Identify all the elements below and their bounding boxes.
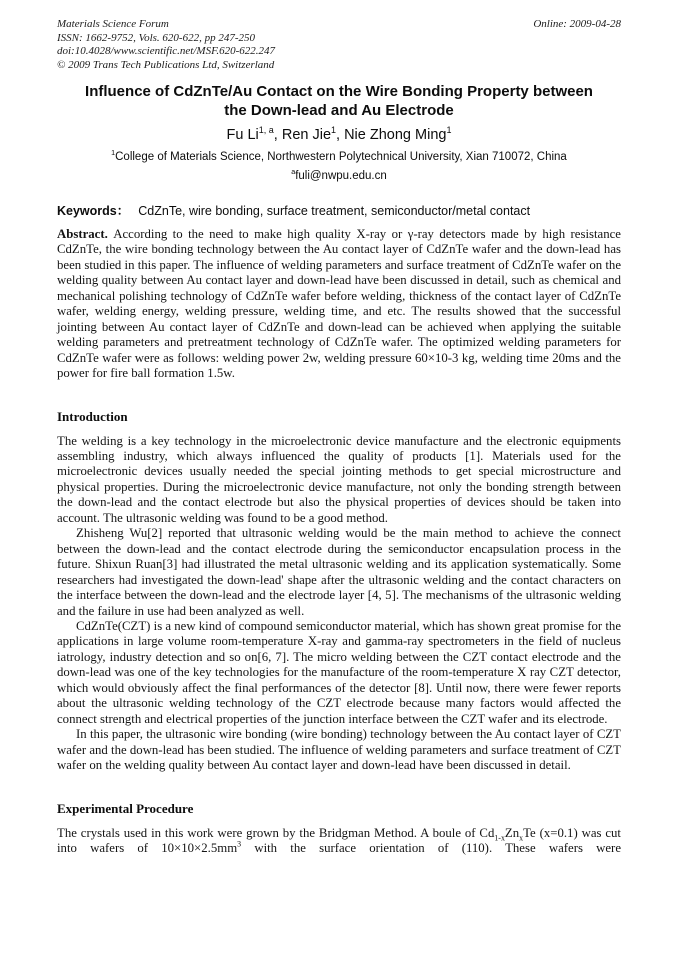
author-3-affil-mark: 1: [446, 125, 452, 136]
affiliation-text: College of Materials Science, Northwestern Polytechnical University, Xian 710072, China: [115, 151, 567, 163]
introduction-paragraph-3: CdZnTe(CZT) is a new kind of compound semiconductor material, which has shown great promise for the applications in large volume room-temperature X-ray and gamma-ray spectrometers in the field of nucleus iatrology, industry detection and so on[6, 7]. The micro welding between the CZT contact electrode and the down-lead was one of the key technologies for the manufacture of the room-temperature X ray CZT detector, which would obviously affect the final performances of the detector [8]. Until now, there were fewer reports about the ultrasonic welding technology of the CZT electrode because many factors would affected the connect strength and electrical properties of the junction interface between the CZT wafer and its electrode.: [57, 618, 621, 726]
affiliation: [57, 151, 621, 163]
experimental-text-3: Te (x=0.1) was cut into wafers of 10×10×2.5mm: [57, 825, 621, 855]
author-1-affil-mark: 1, a: [258, 125, 274, 136]
author-2-affil-mark: 1: [331, 125, 337, 136]
keywords-text: CdZnTe, wire bonding, surface treatment, semiconductor/metal contact: [138, 204, 531, 218]
journal-header: [57, 18, 621, 72]
introduction-paragraph-4: In this paper, the ultrasonic wire bonding (wire bonding) technology between the Au contact layer of CZT wafer and the down-lead has been studied. The influence of welding parameters and surface treatment of CZT wafer on the welding quality between Au contact layer and down-lead have been discussed in detail.: [57, 727, 621, 773]
issn-line: ISSN: 1662-9752, Vols. 620-622, pp 247-250: [57, 31, 255, 44]
online-date: Online: 2009-04-28: [533, 18, 621, 30]
formula-superscript-1: 3: [237, 839, 242, 849]
experimental-text-4: with the surface orientation of (110). These wafers were: [241, 840, 621, 855]
email-mark: a: [291, 168, 296, 177]
abstract-label: Abstract.: [57, 227, 114, 241]
paper-title-line2: the Down-lead and Au Electrode: [224, 101, 454, 119]
formula-subscript-1: 1-x: [494, 833, 505, 843]
experimental-text-2: Zn: [504, 825, 520, 840]
author-list: [57, 127, 621, 143]
experimental-paragraph-1: [57, 826, 621, 857]
author-name-1: Fu Li: [226, 127, 259, 143]
experimental-text-1: The crystals used in this work were grown by the Bridgman Method. A boule of Cd: [57, 825, 495, 840]
keywords-label: Keywords：: [57, 204, 130, 218]
author-name-3: , Nie Zhong Ming: [336, 127, 447, 143]
section-heading-experimental: Experimental Procedure: [57, 800, 194, 816]
abstract-text: According to the need to make high quality X-ray or γ-ray detectors made by high resistance CdZnTe, the wire bonding technology between the Au contact layer of CdZnTe wafer and the down-lead has been studied in this paper. The influence of welding parameters and surface treatment of CdZnTe wafer on the welding quality between Au contact layer and down-lead have been discussed in detail, such as chemical and mechanical polishing technology of CdZnTe wafer before welding, thickness of the contact layer of CdZnTe wafer, welding energy, welding pressure, welding time, and etc. The results showed that the successful jointing between Au contact layer of CdZnTe and down-lead can be achieved when applying the suitable welding parameters and pretreatment technology of CdZnTe wafer. The optimized welding parameters for CdZnTe wafer were as follows: welding power 2w, welding pressure 60×10-3 kg, welding time 20ms and the power for fire ball formation 1.5w.: [57, 227, 621, 381]
author-email: [57, 170, 621, 182]
section-heading-introduction: Introduction: [57, 408, 128, 424]
introduction-paragraph-2: Zhisheng Wu[2] reported that ultrasonic welding would be the main method to achieve the connect between the down-lead and the contact electrode during the semiconductor encapsulation process in the future. Shixun Ruan[3] had illustrated the metal ultrasonic welding and its application systematically. Some researchers had investigated the down-lead' shape after the ultrasonic welding and the contact characters on the interface between the down-lead and the electrode layer [4, 5]. The mechanisms of the ultrasonic welding and the failure in use had been analyzed as well.: [57, 526, 621, 618]
formula-subscript-2: x: [519, 833, 524, 843]
journal-name: Materials Science Forum: [57, 18, 169, 30]
affiliation-mark: 1: [111, 149, 116, 158]
copyright-line: © 2009 Trans Tech Publications Ltd, Switzerland: [57, 58, 275, 71]
paper-title-line1: Influence of CdZnTe/Au Contact on the Wire Bonding Property between: [85, 83, 593, 100]
abstract-paragraph: [57, 227, 621, 382]
author-name-2: , Ren Jie: [273, 127, 332, 143]
paper-title: [57, 83, 621, 120]
email-text: fuli@nwpu.edu.cn: [295, 170, 387, 182]
journal-header-row: [57, 18, 621, 32]
doi-line: doi:10.4028/www.scientific.net/MSF.620-622.247: [57, 45, 276, 57]
keywords-line: [57, 201, 621, 219]
introduction-paragraph-1: The welding is a key technology in the microelectronic device manufacture and the electronic equipments assembling industry, which always influenced the quality of products [1]. Materials used for the microelectronic devices usually needed the special jointing methods to get special microstructure and physical properties. During the microelectronic device manufacture, not only the bonding strength between the down-lead and the contact electrode but also the physical properties of devices should be taken into account. The ultrasonic welding was found to be a good method.: [57, 433, 621, 525]
